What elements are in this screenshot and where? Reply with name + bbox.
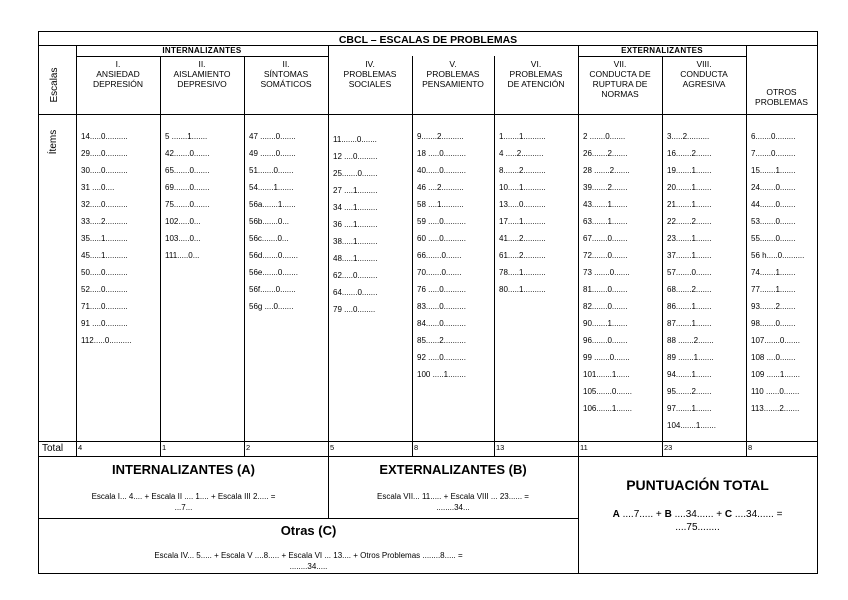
scale-item: 56b.......0... [249, 217, 290, 226]
items-label: Ítems [48, 129, 59, 155]
puntuacion-total-result: ....75........ [675, 522, 720, 533]
scale-item: 96.......0....... [583, 336, 628, 345]
scale-item: 27 ....1......... [333, 186, 378, 195]
scale-number: I. [115, 59, 121, 69]
total-c-value: ....34...... = [734, 509, 783, 520]
scale-item: 104.......1....... [667, 421, 716, 430]
scale-name: CONDUCTA AGRESIVA [680, 69, 728, 89]
scale-item: 59 .....0.......... [417, 217, 466, 226]
otras-title: Otras (C) [280, 523, 337, 538]
scale-item: 84......0.......... [417, 319, 466, 328]
scale-item: 5 .......1....... [165, 132, 208, 141]
scale-item: 56a.......1...... [249, 200, 296, 209]
scale-item: 69.......0....... [165, 183, 210, 192]
scale-total: 4 [78, 443, 83, 452]
scale-item: 86.......1....... [667, 302, 712, 311]
scale-number: II. [198, 59, 206, 69]
scale-item: 23.......1....... [667, 234, 712, 243]
scale-item: 64.......0....... [333, 288, 378, 297]
scale-item: 8.......2.......... [499, 166, 546, 175]
scale-item: 33.....2.......... [81, 217, 128, 226]
scale-item: 24.......0....... [751, 183, 796, 192]
scale-header-1 [76, 59, 160, 89]
scale-item: 61.....2.......... [499, 251, 546, 260]
scale-item: 39.......2....... [583, 183, 628, 192]
scale-item: 20.......1....... [667, 183, 712, 192]
scale-item: 110 ......0....... [751, 387, 800, 396]
scale-item: 3.....2.......... [667, 132, 710, 141]
scale-item: 85......2.......... [417, 336, 466, 345]
scale-item: 63.......1....... [583, 217, 628, 226]
scale-item: 68.......2....... [667, 285, 712, 294]
scale-item: 17.....1.......... [499, 217, 546, 226]
otras-formula [39, 550, 578, 572]
escalas-label: Escalas [49, 67, 60, 103]
scale-item: 19.......1....... [667, 166, 712, 175]
externalizantes-formula [328, 491, 578, 513]
scale-item: 99 .......0....... [583, 353, 630, 362]
scale-item: 80.....1.......... [499, 285, 546, 294]
scale-item: 56g ....0....... [249, 302, 294, 311]
scale-item: 41.....2.......... [499, 234, 546, 243]
scale-item: 101.......1...... [583, 370, 630, 379]
scale-item: 111.....0... [165, 251, 200, 260]
scale-item: 10.....1.......... [499, 183, 546, 192]
scale-name: SÍNTOMAS SOMÁTICOS [260, 69, 312, 89]
scale-item: 79 ....0........ [333, 305, 376, 314]
scale-total: 11 [580, 443, 588, 452]
scale-item: 56e.......0....... [249, 268, 298, 277]
scale-number: VIII. [696, 59, 712, 69]
scale-item: 112.....0.......... [81, 336, 132, 345]
scale-total: 13 [496, 443, 505, 452]
scale-item: 45.....1.......... [81, 251, 128, 260]
scale-total: 8 [748, 443, 753, 452]
scale-item: 35.....1.......... [81, 234, 128, 243]
scale-item: 52.....0.......... [81, 285, 128, 294]
scale-item: 88 .......2....... [667, 336, 714, 345]
internalizantes-formula-line2: ...7... [174, 503, 193, 512]
scale-total: 5 [330, 443, 335, 452]
scale-item: 56 h.....0.......... [751, 251, 805, 260]
total-label: Total [42, 443, 64, 454]
scale-item: 42.......0....... [165, 149, 210, 158]
scale-name: AISLAMIENTO DEPRESIVO [173, 69, 231, 89]
scale-item: 97.......1....... [667, 404, 712, 413]
scale-item: 113.......2....... [751, 404, 800, 413]
puntuacion-total-line1: A ....7..... + B ....34...... + C ....34...... = [612, 509, 783, 520]
scale-header-2 [160, 59, 244, 89]
scale-item: 57.......0....... [667, 268, 712, 277]
scale-item: 37.......1....... [667, 251, 712, 260]
scale-item: 38.....1......... [333, 237, 378, 246]
scale-number: V. [449, 59, 457, 69]
scale-item: 54.......1....... [249, 183, 294, 192]
scale-item: 34 ....1......... [333, 203, 378, 212]
scale-item: 12 ....0......... [333, 152, 378, 161]
scale-item: 6.......0......... [751, 132, 796, 141]
total-a-letter: A [612, 509, 620, 520]
total-b-letter: B [664, 509, 672, 520]
scale-name: OTROS PROBLEMAS [755, 87, 808, 107]
cbcl-scales-sheet [38, 31, 818, 574]
scale-header-7 [578, 59, 662, 99]
otras-formula-line2: ........34..... [289, 562, 328, 571]
scale-item: 78.....1.......... [499, 268, 546, 277]
scale-header-5 [412, 59, 494, 89]
scale-item: 98.......0....... [751, 319, 796, 328]
scale-item: 77.......1....... [751, 285, 796, 294]
scale-item: 9.......2.......... [417, 132, 464, 141]
scale-item: 13.....0.......... [499, 200, 546, 209]
scale-item: 29.....0.......... [81, 149, 128, 158]
scale-item: 21.......1....... [667, 200, 712, 209]
scale-number: II. [282, 59, 290, 69]
scale-item: 83......0.......... [417, 302, 466, 311]
scale-item: 49 .......0....... [249, 149, 296, 158]
scale-item: 74.......1....... [751, 268, 796, 277]
scale-item: 105.......0....... [583, 387, 632, 396]
scale-item: 15.......1....... [751, 166, 796, 175]
scale-item: 22.......2....... [667, 217, 712, 226]
scale-item: 56f.......0....... [249, 285, 296, 294]
scale-item: 102.....0... [165, 217, 201, 226]
scale-item: 66.......0....... [417, 251, 462, 260]
scale-item: 70.......0....... [417, 268, 462, 277]
scale-name: PROBLEMAS DE ATENCIÓN [507, 69, 565, 89]
total-c-letter: C [724, 509, 733, 520]
scale-number: VII. [613, 59, 627, 69]
scale-item: 1.......1.......... [499, 132, 546, 141]
externalizantes-title: EXTERNALIZANTES (B) [379, 462, 527, 477]
scale-item: 36 ....1......... [333, 220, 378, 229]
scale-item: 71.....0.......... [81, 302, 128, 311]
scale-name: PROBLEMAS PENSAMIENTO [422, 69, 484, 89]
scale-item: 25.......0....... [333, 169, 378, 178]
scale-header-3 [244, 59, 328, 89]
sheet-title: CBCL – ESCALAS DE PROBLEMAS [338, 34, 518, 46]
scale-total: 23 [664, 443, 673, 452]
scale-item: 44.......0....... [751, 200, 796, 209]
scale-item: 76 .....0.......... [417, 285, 466, 294]
scale-item: 40......0.......... [417, 166, 466, 175]
scale-item: 50.....0.......... [81, 268, 128, 277]
scale-item: 93.......2....... [751, 302, 796, 311]
scale-total: 1 [162, 443, 167, 452]
total-b-value: ....34...... [674, 509, 714, 520]
scale-item: 95.......2....... [667, 387, 712, 396]
scale-item: 48.....1......... [333, 254, 378, 263]
total-a-value: ....7..... [622, 509, 654, 520]
group-internalizantes: INTERNALIZANTES [162, 46, 242, 55]
scale-item: 32.....0.......... [81, 200, 128, 209]
scale-item: 26.......2....... [583, 149, 628, 158]
scale-item: 103.....0... [165, 234, 201, 243]
scale-item: 55.......0....... [751, 234, 796, 243]
scale-item: 67.......0....... [583, 234, 628, 243]
externalizantes-formula-line1: Escala VII... 11..... + Escala VIII ... 23...... = [377, 492, 529, 501]
internalizantes-formula [39, 491, 328, 513]
scale-number: IV. [365, 59, 375, 69]
scale-header-6 [494, 59, 578, 89]
scale-item: 75.......0....... [165, 200, 210, 209]
otras-formula-line1: Escala IV... 5..... + Escala V ....8..... + Escala VI ... 13.... + Otros Problemas ........8..... = [154, 551, 463, 560]
scale-item: 106.......1....... [583, 404, 632, 413]
scale-item: 31 ....0.... [81, 183, 115, 192]
scale-item: 58 ....1.......... [417, 200, 464, 209]
scale-item: 18 .....0.......... [417, 149, 466, 158]
scale-item: 90.......1....... [583, 319, 628, 328]
scale-item: 14.....0.......... [81, 132, 128, 141]
scale-header-8 [662, 59, 746, 89]
scale-item: 4 .....2.......... [499, 149, 544, 158]
scale-number: VI. [530, 59, 542, 69]
scale-header-4 [328, 59, 412, 89]
scale-total: 8 [414, 443, 419, 452]
scale-item: 46 ....2.......... [417, 183, 464, 192]
scale-item: 81.......0....... [583, 285, 628, 294]
scale-item: 73 .......0....... [583, 268, 630, 277]
scale-item: 109 ......1....... [751, 370, 800, 379]
internalizantes-title: INTERNALIZANTES (A) [112, 462, 255, 477]
scale-item: 60 .....0.......... [417, 234, 466, 243]
puntuacion-total-formula [578, 508, 817, 534]
scale-item: 100 .....1........ [417, 370, 466, 379]
group-externalizantes: EXTERNALIZANTES [621, 46, 703, 55]
scale-item: 65.......0....... [165, 166, 210, 175]
scale-item: 11.......0....... [333, 135, 377, 144]
scale-item: 94.......1....... [667, 370, 712, 379]
scale-item: 56d.......0....... [249, 251, 298, 260]
scale-item: 53.......0....... [751, 217, 796, 226]
scale-item: 28 .......2....... [583, 166, 630, 175]
puntuacion-total-title: PUNTUACIÓN TOTAL [626, 477, 769, 493]
scale-item: 30.....0.......... [81, 166, 128, 175]
scale-item: 92 .....0.......... [417, 353, 466, 362]
scale-item: 108 ....0....... [751, 353, 796, 362]
scale-header-9 [746, 87, 817, 107]
scale-item: 82.......0....... [583, 302, 628, 311]
scale-item: 16.......2....... [667, 149, 712, 158]
scale-name: PROBLEMAS SOCIALES [343, 69, 397, 89]
scale-item: 7.......0......... [751, 149, 796, 158]
scale-name: CONDUCTA DE RUPTURA DE NORMAS [589, 69, 651, 99]
scale-item: 87.......1....... [667, 319, 712, 328]
scale-item: 51.......0....... [249, 166, 294, 175]
scale-total: 2 [246, 443, 251, 452]
scale-item: 2 .......0....... [583, 132, 626, 141]
scale-item: 43.......1....... [583, 200, 628, 209]
scale-item: 107.......0....... [751, 336, 800, 345]
externalizantes-formula-line2: ........34... [436, 503, 470, 512]
scale-item: 72.......0....... [583, 251, 628, 260]
scale-item: 91 ....0.......... [81, 319, 128, 328]
internalizantes-formula-line1: Escala I... 4.... + Escala II .... 1.... + Escala III 2..... = [91, 492, 276, 501]
scale-item: 62.....0......... [333, 271, 378, 280]
scale-item: 89 .......1....... [667, 353, 714, 362]
scale-name: ANSIEDAD DEPRESIÓN [92, 69, 144, 89]
scale-item: 56c.......0... [249, 234, 289, 243]
scale-item: 47 .......0....... [249, 132, 296, 141]
